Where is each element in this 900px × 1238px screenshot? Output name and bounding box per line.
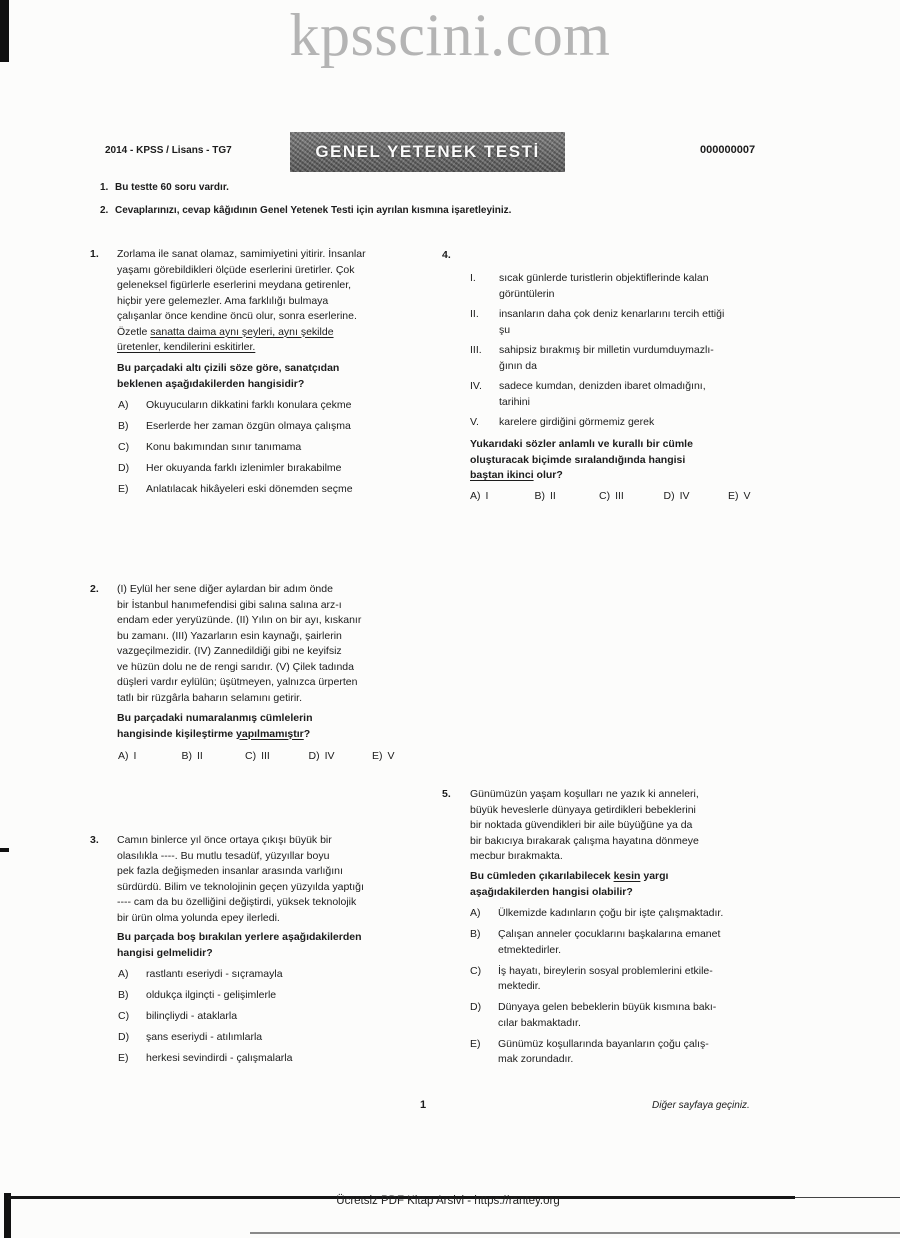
test-title-banner [290, 132, 565, 172]
answer-option [118, 967, 292, 983]
answer-option-text-line [680, 490, 690, 502]
test-title: GENEL YETENEK TESTİ [315, 142, 540, 161]
answer-option [664, 489, 729, 505]
answer-option [535, 489, 600, 505]
statement-item [470, 343, 724, 374]
instruction-item [100, 180, 229, 195]
text-segment: pek fazla değişmeden insanlar arasında varlığını [117, 865, 343, 877]
answer-option-label: C) [118, 441, 130, 453]
prompt-line [470, 869, 668, 885]
answer-option [470, 489, 535, 505]
stem-line [470, 803, 699, 819]
statement-item-text-line [499, 287, 724, 303]
answer-option-label: B) [534, 490, 545, 502]
stem-line [117, 675, 361, 691]
answer-option [118, 440, 353, 456]
statement-item-text [499, 343, 724, 374]
text-segment: sürdürdü. Bilim ve teknolojinin geçen yüzyılda yaptığı [117, 880, 364, 893]
answer-option-text-line [146, 440, 353, 456]
stem-line [117, 278, 366, 294]
stem-line [117, 911, 364, 927]
text-segment: sıcak günlerde turistlerin objektiflerinde kalan [499, 272, 709, 284]
archive-watermark: Ücretsiz PDF Kitap Arsivi - https://rantey.org [336, 1195, 560, 1207]
instruction-number: 2. [100, 205, 109, 216]
text-segment: beklenen aşağıdakilerden hangisidir? [117, 377, 305, 390]
answer-option-text-line [146, 461, 353, 477]
prompt-line [470, 468, 693, 484]
answer-option-label: A) [118, 750, 129, 762]
stem-line [117, 644, 361, 660]
answer-option-text [325, 749, 335, 765]
underlined-text: kesin [613, 870, 641, 882]
text-segment: mektedir. [498, 980, 541, 992]
text-segment: IV [324, 750, 335, 762]
statement-item-text [499, 415, 724, 431]
question-number: 5. [442, 788, 451, 800]
answer-option-label: A) [118, 399, 129, 411]
text-segment: Günümüz koşullarında bayanların çoğu çalış- [498, 1037, 709, 1050]
text-segment: oluşturacak biçimde sıralandığında hangisi [470, 453, 686, 466]
answer-options [118, 749, 436, 765]
statement-item-label: IV. [470, 380, 482, 392]
statement-item-text-line [499, 271, 724, 287]
answer-option-text-line [498, 1052, 723, 1068]
text-segment: Ülkemizde kadınların çoğu bir işte çalışmaktadır. [498, 907, 724, 919]
prompt-line [117, 361, 339, 377]
answer-option [245, 749, 309, 765]
answer-option-label: A) [118, 968, 129, 980]
text-segment: düşleri vardır eylülün; üşütmeyen, yalnızca ürperten [117, 676, 358, 688]
text-segment: tatlı bir rüzgârla baharın selamını getirir. [117, 691, 303, 704]
statement-list [470, 271, 724, 436]
answer-option-text [498, 964, 723, 995]
instruction-text: Bu testte 60 soru vardır. [115, 182, 229, 193]
answer-option [599, 489, 664, 505]
answer-option-label: C) [245, 750, 257, 762]
text-segment: bir bakıcıya bırakarak çalışma hayatına dönmeye [470, 834, 699, 847]
answer-option [728, 489, 793, 505]
text-segment: tarihini [499, 395, 530, 408]
text-segment: şans eseriydi - atılımlarla [146, 1031, 263, 1043]
statement-item-text [499, 271, 724, 302]
prompt-line [117, 946, 362, 962]
prompt-line [470, 885, 668, 901]
statement-item-label: V. [470, 416, 479, 428]
text-segment: insanların daha çok deniz kenarlarını tercih ettiği [499, 308, 725, 320]
text-segment: ---- cam da bu özelliğini değiştirdi, yüksek teknolojik [117, 896, 357, 908]
question-number: 1. [90, 248, 99, 260]
text-segment: V [743, 490, 751, 502]
text-segment: olur? [533, 469, 563, 481]
answer-option-text [146, 440, 353, 456]
answer-option-label: E) [470, 1037, 481, 1050]
answer-option-text-line [744, 490, 751, 502]
answer-option-label: D) [308, 750, 320, 762]
question-prompt [470, 437, 693, 484]
answer-option-text [146, 1009, 292, 1025]
underlined-text: sanatta daima aynı şeyleri, aynı şekilde [150, 325, 334, 338]
answer-option-label: D) [663, 490, 675, 502]
answer-option-text [498, 1000, 723, 1031]
text-segment: Okuyucuların dikkatini farklı konulara çekme [146, 399, 352, 411]
text-segment: bilinçliydi - ataklarla [146, 1010, 238, 1022]
text-segment: Çalışan anneler çocuklarını başkalarına emanet [498, 928, 721, 940]
question-prompt [117, 711, 313, 742]
answer-option-text [146, 419, 353, 435]
statement-item-text-line [499, 379, 724, 395]
stem-line [117, 660, 361, 676]
answer-option [470, 927, 723, 958]
text-segment: hangisi gelmelidir? [117, 946, 213, 959]
underlined-text: üretenler, kendilerini eskitirler. [117, 341, 256, 353]
answer-option-text [146, 988, 292, 1004]
text-segment: Bu parçadaki numaralanmış cümlelerin [117, 712, 313, 724]
answer-option-text-line [498, 906, 723, 922]
text-segment: bu zamanı. (III) Yazarların esin kaynağı, şairlerin [117, 629, 342, 642]
question-prompt [470, 869, 668, 900]
text-segment: büyük heveslerle dünyaya getirdikleri bebeklerini [470, 803, 696, 816]
text-segment: mak zorundadır. [498, 1053, 574, 1065]
text-segment: Günümüzün yaşam koşulları ne yazık ki anneleri, [470, 788, 699, 800]
text-segment: aşağıdakilerden hangisi olabilir? [470, 885, 633, 898]
instruction-number: 1. [100, 182, 109, 193]
text-segment: Konu bakımından sınır tanımama [146, 441, 302, 453]
answer-option-text [498, 1037, 723, 1068]
instruction-item [100, 203, 511, 218]
text-segment: geleneksel figürlerle eserlerini meydana getirenler, [117, 279, 352, 291]
answer-options [118, 398, 353, 503]
stem-line [117, 895, 364, 911]
question-number: 2. [90, 583, 99, 595]
answer-option-text [146, 461, 353, 477]
answer-option-text-line [486, 490, 489, 502]
answer-option-text-line [146, 482, 353, 498]
text-segment: İş hayatı, bireylerin sosyal problemlerini etkile- [498, 964, 713, 977]
statement-item-text-line [499, 395, 724, 411]
text-segment: hiçbir yere gelemezler. Ama farklılığı bulmaya [117, 294, 329, 307]
text-segment: Bu cümleden çıkarılabilecek [470, 870, 614, 882]
answer-option-label: E) [372, 750, 383, 762]
answer-option [118, 1051, 292, 1067]
answer-option-label: C) [118, 1010, 130, 1022]
answer-option-label: D) [118, 1031, 130, 1043]
answer-option-text [146, 1051, 292, 1067]
text-segment: Dünyaya gelen bebeklerin büyük kısmına bakı- [498, 1001, 717, 1013]
stem-line [117, 849, 364, 865]
answer-option-text-line [615, 490, 624, 502]
question-number: 3. [90, 834, 99, 846]
text-segment: Zorlama ile sanat olamaz, samimiyetini yitirir. İnsanlar [117, 248, 366, 260]
answer-option-text [498, 927, 723, 958]
text-segment: I [133, 750, 137, 762]
answer-option-text-line [498, 1000, 723, 1016]
text-segment: Özetle [117, 325, 151, 338]
stem-line [117, 582, 361, 598]
prompt-line [117, 930, 362, 946]
text-segment: şu [499, 323, 511, 336]
stem-line [117, 880, 364, 896]
stem-line [470, 787, 699, 803]
answer-option-text [134, 749, 137, 765]
text-segment: hangisinde kişileştirme [117, 727, 237, 740]
answer-options [470, 489, 793, 505]
text-segment: I [485, 490, 489, 502]
answer-option [118, 749, 182, 765]
stem-line [117, 864, 364, 880]
statement-item-text-line [499, 343, 724, 359]
answer-option-text [486, 489, 489, 505]
stem-line [117, 691, 361, 707]
answer-option-text-line [146, 967, 292, 983]
answer-option [470, 1037, 723, 1068]
text-segment: ? [303, 727, 311, 740]
text-segment: bir noktada güvendikleri bir aile büyüğüne ya da [470, 819, 693, 831]
answer-option-text-line [134, 750, 137, 762]
answer-option-text-line [146, 988, 292, 1004]
text-segment: ğının da [499, 359, 537, 372]
text-segment: V [387, 750, 395, 762]
text-segment: vazgeçilmezidir. (IV) Zannedildiği gibi ne keyifsiz [117, 645, 342, 657]
question-prompt [117, 930, 362, 961]
question-number: 4. [442, 249, 451, 261]
answer-option [118, 419, 353, 435]
question-stem [117, 247, 366, 356]
answer-option-label: B) [118, 420, 129, 432]
answer-option-text [146, 482, 353, 498]
answer-option-text-line [146, 419, 353, 435]
text-segment: oldukça ilginçti - gelişimlerle [146, 989, 277, 1001]
answer-option-text-line [498, 979, 723, 995]
text-segment: sahipsiz bırakmış bir milletin vurdumduymazlı- [499, 344, 714, 356]
answer-option-text-line [146, 1009, 292, 1025]
exam-code: 2014 - KPSS / Lisans - TG7 [105, 145, 232, 156]
statement-item [470, 271, 724, 302]
text-segment: Bu parçada boş bırakılan yerlere aşağıdakilerden [117, 931, 362, 943]
answer-option-text [388, 749, 395, 765]
stem-line [117, 340, 366, 356]
answer-option-text [498, 906, 723, 922]
answer-option [470, 1000, 723, 1031]
statement-item-label: III. [470, 344, 482, 356]
text-segment: mecbur bırakmakta. [470, 850, 563, 862]
stem-line [470, 834, 699, 850]
stem-line [117, 309, 366, 325]
question-stem [117, 833, 364, 926]
site-watermark: kpsscini.com [289, 2, 611, 68]
text-segment: Eserlerde her zaman özgün olmaya çalışma [146, 420, 351, 432]
text-segment: yargı [640, 870, 669, 882]
stem-line [117, 263, 366, 279]
answer-option-label: B) [118, 989, 129, 1001]
answer-option-text-line [261, 750, 270, 762]
answer-option [118, 988, 292, 1004]
answer-option-text [146, 1030, 292, 1046]
answer-option-text [261, 749, 270, 765]
text-segment: olasılıkla ----. Bu mutlu tesadüf, yüzyıllar boyu [117, 849, 330, 862]
answer-option-label: B) [470, 928, 481, 940]
text-segment: endam eder yeryüzünde. (II) Yılın on bir ayı, kıskanır [117, 614, 362, 626]
text-segment: herkesi sevindirdi - çalışmalarla [146, 1052, 293, 1064]
answer-option-text [744, 489, 751, 505]
text-segment: (I) Eylül her sene diğer aylardan bir adım önde [117, 583, 333, 595]
text-segment: rastlantı eseriydi - sıçramayla [146, 968, 283, 980]
prompt-line [117, 377, 339, 393]
question-prompt [117, 361, 339, 392]
underlined-text: yapılmamıştır [236, 727, 304, 740]
booklet-number: 000000007 [700, 144, 756, 156]
answer-option-text-line [388, 750, 395, 762]
answer-option [309, 749, 373, 765]
underlined-text: baştan ikinci [470, 469, 534, 481]
prompt-line [470, 453, 693, 469]
prompt-line [117, 711, 313, 727]
statement-item-label: II. [470, 308, 479, 320]
statement-item-text [499, 307, 724, 338]
scan-edge-mark [0, 848, 9, 852]
page-number: 1 [420, 1099, 427, 1111]
answer-option-text [146, 398, 353, 414]
text-segment: Yukarıdaki sözler anlamlı ve kurallı bir cümle [470, 438, 693, 450]
answer-option-text-line [498, 964, 723, 980]
text-segment: bir İstanbul hanımefendisi gibi salına salına arz-ı [117, 598, 342, 611]
answer-option-text [197, 749, 203, 765]
text-segment: ve hüzün dolu ne de rengi sarıdır. (V) Çilek tadında [117, 660, 354, 673]
text-segment: yaşamı görebildikleri ölçüde eserlerini üretirler. Çok [117, 263, 355, 276]
answer-options [118, 967, 292, 1072]
prompt-line [470, 437, 693, 453]
answer-option-label: C) [599, 490, 611, 502]
statement-item-text-line [499, 415, 724, 431]
statement-item [470, 307, 724, 338]
text-segment: Bu parçadaki altı çizili söze göre, sanatçıdan [117, 362, 340, 374]
text-segment: bir ürün olma yolunda epey ilerledi. [117, 911, 280, 924]
answer-option-text-line [498, 943, 723, 959]
answer-option-text [615, 489, 624, 505]
answer-option-text-line [325, 750, 335, 762]
text-segment: III [261, 750, 270, 762]
statement-item-text-line [499, 323, 724, 339]
answer-option-label: E) [728, 490, 739, 502]
statement-item-text-line [499, 307, 724, 323]
stem-line [117, 629, 361, 645]
stem-line [117, 598, 361, 614]
text-segment: III [615, 490, 624, 502]
answer-option-text-line [146, 398, 353, 414]
answer-option [118, 1030, 292, 1046]
text-segment: görüntülerin [499, 287, 555, 300]
answer-option-label: C) [470, 964, 482, 977]
text-segment: sadece kumdan, denizden ibaret olmadığını, [499, 380, 706, 392]
answer-option-text-line [498, 1037, 723, 1053]
answer-option [118, 482, 353, 498]
text-segment: Camın binlerce yıl önce ortaya çıkışı büyük bir [117, 834, 332, 846]
stem-line [117, 247, 366, 263]
next-page-note: Diğer sayfaya geçiniz. [652, 1100, 750, 1111]
statement-item [470, 379, 724, 410]
answer-option-label: A) [470, 490, 481, 502]
text-segment: karelere girdiğini görmemiz gerek [499, 416, 655, 428]
answer-option-label: E) [118, 483, 129, 495]
answer-option [372, 749, 436, 765]
stem-line [117, 613, 361, 629]
statement-item-text [499, 379, 724, 410]
answer-option-text [146, 967, 292, 983]
text-segment: II [197, 750, 203, 762]
answer-option-label: E) [118, 1052, 129, 1064]
text-segment: IV [679, 490, 690, 502]
answer-option-label: A) [470, 907, 481, 919]
answer-option [470, 906, 723, 922]
text-segment: cılar bakmaktadır. [498, 1016, 581, 1029]
stem-line [117, 294, 366, 310]
answer-option-text-line [197, 750, 203, 762]
answer-option-text-line [498, 927, 723, 943]
answer-option [182, 749, 246, 765]
statement-item-text-line [499, 359, 724, 375]
scan-edge-line [250, 1232, 900, 1234]
stem-line [117, 833, 364, 849]
answer-option-text-line [146, 1051, 292, 1067]
text-segment: II [550, 490, 556, 502]
text-segment: Anlatılacak hikâyeleri eski dönemden seçme [146, 483, 353, 495]
answer-option [470, 964, 723, 995]
answer-option-text-line [550, 490, 556, 502]
answer-option-text-line [146, 1030, 292, 1046]
answer-option [118, 398, 353, 414]
answer-option-text [550, 489, 556, 505]
answer-option [118, 461, 353, 477]
stem-line [117, 325, 366, 341]
statement-item-label: I. [470, 272, 476, 284]
instruction-text: Cevaplarınızı, cevap kâğıdının Genel Yetenek Testi için ayrılan kısmına işaretleyiniz. [115, 205, 512, 216]
answer-options [470, 906, 723, 1073]
answer-option-text [680, 489, 690, 505]
text-segment: Her okuyanda farklı izlenimler bırakabilme [146, 462, 342, 474]
stem-line [470, 849, 699, 865]
prompt-line [117, 727, 313, 743]
answer-option-label: B) [181, 750, 192, 762]
text-segment: çalışanlar önce kendine öncü olur, sonra eserlerine. [117, 310, 357, 322]
question-stem [470, 787, 699, 865]
answer-option-text-line [498, 1016, 723, 1032]
answer-option-label: D) [470, 1001, 482, 1013]
answer-option-label: D) [118, 462, 130, 474]
question-stem [117, 582, 361, 706]
text-segment: etmektedirler. [498, 943, 562, 956]
stem-line [470, 818, 699, 834]
statement-item [470, 415, 724, 431]
answer-option [118, 1009, 292, 1025]
